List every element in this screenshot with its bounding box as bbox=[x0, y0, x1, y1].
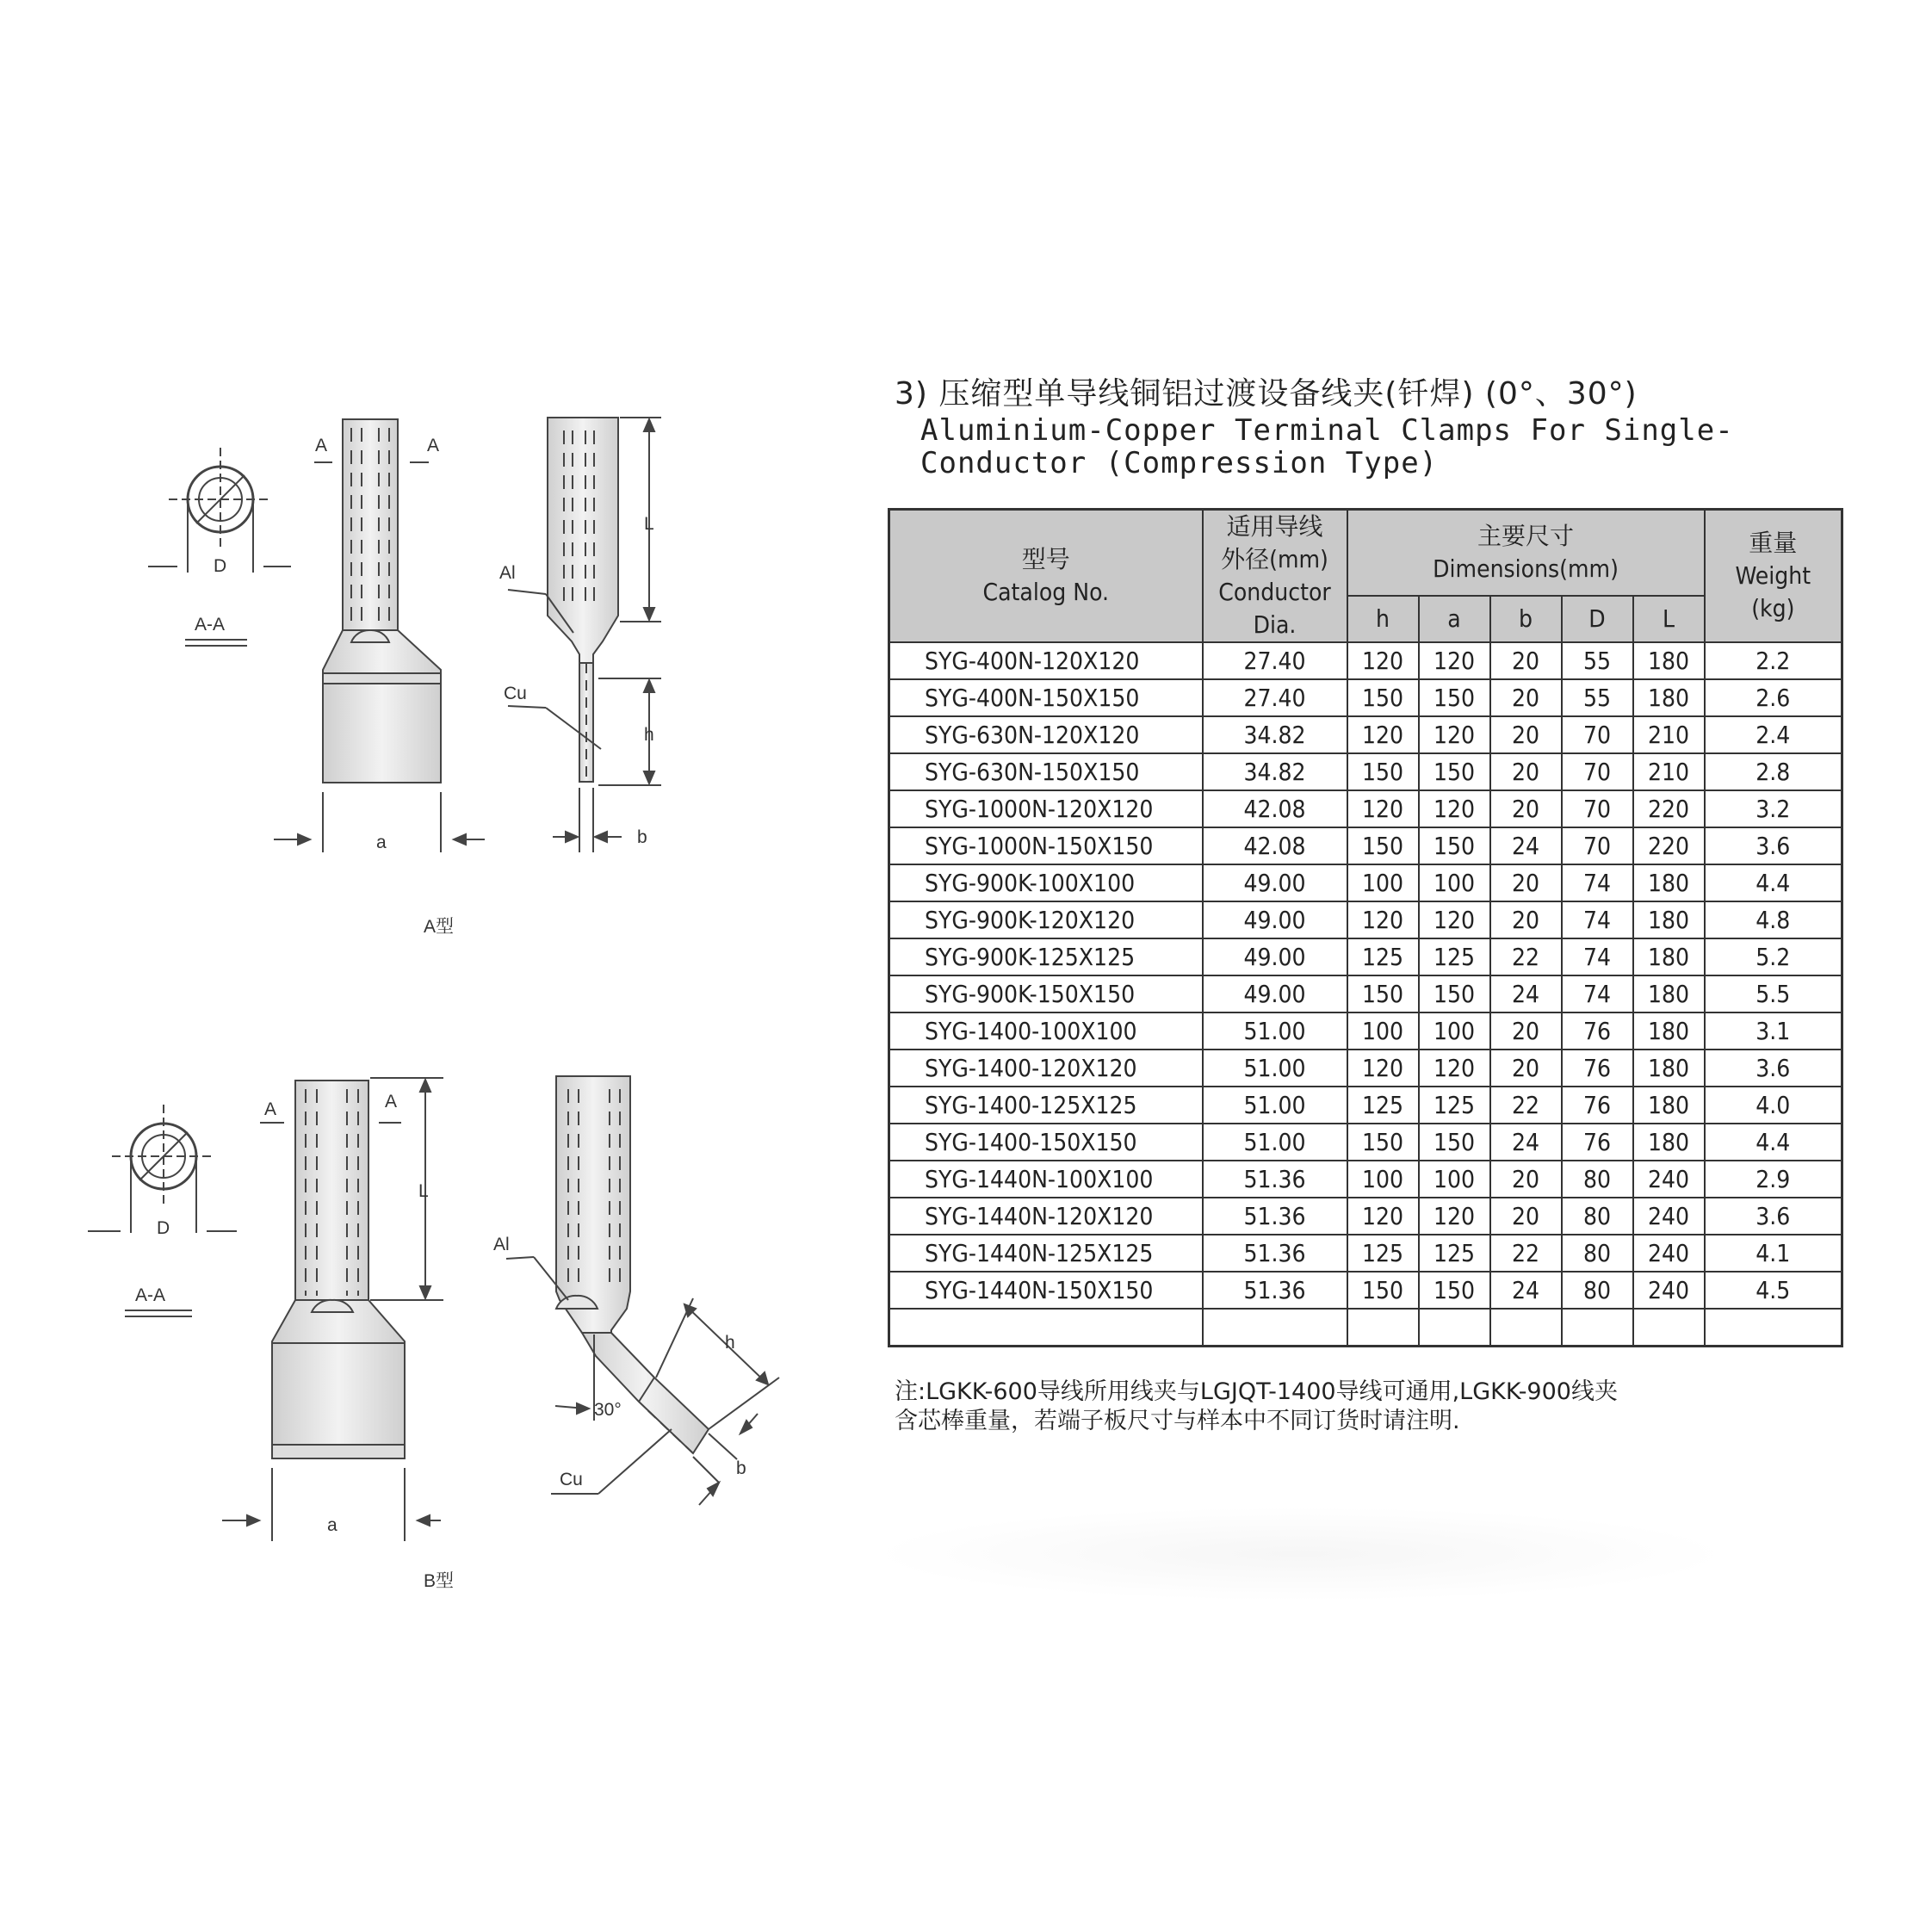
table-row bbox=[889, 642, 1842, 679]
table-cell: 42.08 bbox=[1203, 827, 1347, 864]
table-cell: 180 bbox=[1633, 938, 1705, 975]
footnote-line-2: 含芯棒重量，若端子板尺寸与样本中不同订货时请注明. bbox=[895, 1408, 1460, 1434]
table-cell: 51.36 bbox=[1203, 1235, 1347, 1272]
table-cell: 180 bbox=[1633, 679, 1705, 716]
heading-english-line-1: Aluminium-Copper Terminal Clamps For Single- bbox=[920, 413, 1734, 448]
type-b-diameter-label: D bbox=[157, 1218, 170, 1238]
table-cell: 76 bbox=[1562, 1050, 1633, 1087]
table-cell: 100 bbox=[1419, 864, 1490, 901]
type-b-section-mark-left: A bbox=[264, 1099, 277, 1119]
table-cell: 120 bbox=[1347, 1198, 1419, 1235]
table-cell: 5.5 bbox=[1705, 975, 1842, 1012]
table-cell: 240 bbox=[1633, 1161, 1705, 1198]
table-cell: 74 bbox=[1562, 975, 1633, 1012]
table-cell: 51.00 bbox=[1203, 1124, 1347, 1161]
table-cell: 220 bbox=[1633, 827, 1705, 864]
table-cell: 150 bbox=[1419, 827, 1490, 864]
table-cell: 100 bbox=[1419, 1161, 1490, 1198]
table-cell: 2.8 bbox=[1705, 753, 1842, 790]
table-cell: SYG-1400-120X120 bbox=[889, 1050, 1203, 1087]
table-cell: SYG-900K-150X150 bbox=[889, 975, 1203, 1012]
table-cell: 55 bbox=[1562, 642, 1633, 679]
type-b-aluminium-label: Al bbox=[493, 1235, 510, 1254]
table-cell: 120 bbox=[1347, 716, 1419, 753]
footnote bbox=[895, 1378, 1618, 1436]
heading-chinese: 3) 压缩型单导线铜铝过渡设备线夹(钎焊) (0°、30°) bbox=[895, 376, 1638, 412]
table-cell: 240 bbox=[1633, 1198, 1705, 1235]
table-cell: 51.36 bbox=[1203, 1272, 1347, 1309]
table-cell: 180 bbox=[1633, 1087, 1705, 1124]
table-cell: 150 bbox=[1419, 753, 1490, 790]
header-h: h bbox=[1347, 596, 1419, 642]
table-cell: 34.82 bbox=[1203, 716, 1347, 753]
table-cell: 49.00 bbox=[1203, 864, 1347, 901]
table-cell: 210 bbox=[1633, 716, 1705, 753]
table-cell bbox=[1705, 1309, 1842, 1347]
table-cell: 3.6 bbox=[1705, 827, 1842, 864]
type-a-caption: A型 bbox=[424, 917, 455, 937]
table-cell: 120 bbox=[1419, 1198, 1490, 1235]
heading-english-line-2: Conductor (Compression Type) bbox=[920, 446, 1439, 480]
type-b-front-view bbox=[222, 1078, 443, 1541]
table-cell: 4.8 bbox=[1705, 901, 1842, 938]
type-a-section-mark-left: A bbox=[315, 436, 328, 455]
table-cell bbox=[1203, 1309, 1347, 1347]
table-cell: 20 bbox=[1490, 901, 1562, 938]
table-cell: 51.36 bbox=[1203, 1161, 1347, 1198]
table-row bbox=[889, 1309, 1842, 1347]
table-cell: SYG-1000N-150X150 bbox=[889, 827, 1203, 864]
table-cell: 150 bbox=[1419, 1272, 1490, 1309]
table-cell: 74 bbox=[1562, 901, 1633, 938]
table-cell: 180 bbox=[1633, 642, 1705, 679]
type-a-length-label: L bbox=[644, 514, 654, 534]
table-cell: 22 bbox=[1490, 1235, 1562, 1272]
table-cell: 76 bbox=[1562, 1124, 1633, 1161]
table-cell: 51.00 bbox=[1203, 1087, 1347, 1124]
table-row bbox=[889, 938, 1842, 975]
table-cell: 49.00 bbox=[1203, 901, 1347, 938]
table-cell: 4.4 bbox=[1705, 864, 1842, 901]
table-cell: 150 bbox=[1347, 679, 1419, 716]
table-row bbox=[889, 1235, 1842, 1272]
type-b-copper-label: Cu bbox=[560, 1470, 583, 1489]
table-cell: 20 bbox=[1490, 1198, 1562, 1235]
table-row bbox=[889, 753, 1842, 790]
table-cell: 100 bbox=[1347, 1161, 1419, 1198]
table-cell: SYG-900K-100X100 bbox=[889, 864, 1203, 901]
type-a-width-b-label: b bbox=[637, 827, 647, 847]
table-cell: 150 bbox=[1419, 1124, 1490, 1161]
clamp-drawings bbox=[0, 0, 861, 1636]
table-cell: 74 bbox=[1562, 864, 1633, 901]
table-cell: 4.0 bbox=[1705, 1087, 1842, 1124]
table-cell: 49.00 bbox=[1203, 938, 1347, 975]
table-cell: 125 bbox=[1347, 1235, 1419, 1272]
table-cell: 240 bbox=[1633, 1272, 1705, 1309]
table-cell: 125 bbox=[1419, 1087, 1490, 1124]
header-dimensions: 主要尺寸 Dimensions(mm) bbox=[1347, 510, 1705, 597]
table-cell: 120 bbox=[1347, 642, 1419, 679]
spec-table-body bbox=[889, 642, 1842, 1347]
table-cell: 125 bbox=[1419, 938, 1490, 975]
type-a-diameter-label: D bbox=[214, 556, 227, 576]
table-cell: 74 bbox=[1562, 938, 1633, 975]
table-cell: 34.82 bbox=[1203, 753, 1347, 790]
table-cell: 20 bbox=[1490, 790, 1562, 827]
table-cell: 120 bbox=[1419, 1050, 1490, 1087]
table-cell: 42.08 bbox=[1203, 790, 1347, 827]
table-row bbox=[889, 1272, 1842, 1309]
table-cell: 150 bbox=[1347, 975, 1419, 1012]
header-b: b bbox=[1490, 596, 1562, 642]
type-b-width-a-label: a bbox=[327, 1515, 337, 1535]
table-cell: 80 bbox=[1562, 1235, 1633, 1272]
table-cell: 2.2 bbox=[1705, 642, 1842, 679]
table-cell: 24 bbox=[1490, 1272, 1562, 1309]
type-b-section-mark-right: A bbox=[385, 1092, 398, 1112]
table-cell: 70 bbox=[1562, 753, 1633, 790]
table-cell: 4.5 bbox=[1705, 1272, 1842, 1309]
table-cell: 20 bbox=[1490, 864, 1562, 901]
type-a-section-mark-right: A bbox=[427, 436, 440, 455]
type-a-front-view bbox=[274, 419, 485, 852]
table-cell: 80 bbox=[1562, 1161, 1633, 1198]
table-cell: SYG-400N-120X120 bbox=[889, 642, 1203, 679]
type-a-section-title: A-A bbox=[195, 615, 226, 635]
table-cell: 20 bbox=[1490, 642, 1562, 679]
table-cell: 210 bbox=[1633, 753, 1705, 790]
type-b-caption: B型 bbox=[424, 1571, 455, 1591]
table-row bbox=[889, 790, 1842, 827]
table-cell: 180 bbox=[1633, 864, 1705, 901]
table-cell: 120 bbox=[1347, 901, 1419, 938]
table-cell: 120 bbox=[1419, 716, 1490, 753]
table-cell: 120 bbox=[1419, 642, 1490, 679]
table-row bbox=[889, 716, 1842, 753]
table-cell: 70 bbox=[1562, 790, 1633, 827]
table-cell: 3.1 bbox=[1705, 1012, 1842, 1050]
table-cell: 2.4 bbox=[1705, 716, 1842, 753]
table-cell: 24 bbox=[1490, 827, 1562, 864]
type-a-side-view bbox=[508, 418, 661, 852]
table-cell: SYG-1440N-125X125 bbox=[889, 1235, 1203, 1272]
table-row bbox=[889, 827, 1842, 864]
table-cell: 3.2 bbox=[1705, 790, 1842, 827]
table-cell: 120 bbox=[1419, 901, 1490, 938]
table-cell: SYG-1400-125X125 bbox=[889, 1087, 1203, 1124]
table-cell: 125 bbox=[1347, 938, 1419, 975]
table-cell: 180 bbox=[1633, 1012, 1705, 1050]
spec-table bbox=[888, 508, 1843, 1347]
table-cell: 150 bbox=[1347, 827, 1419, 864]
table-cell: SYG-400N-150X150 bbox=[889, 679, 1203, 716]
table-cell: 20 bbox=[1490, 1050, 1562, 1087]
table-cell: 100 bbox=[1347, 864, 1419, 901]
table-cell bbox=[1633, 1309, 1705, 1347]
table-cell: 2.6 bbox=[1705, 679, 1842, 716]
table-cell: 220 bbox=[1633, 790, 1705, 827]
table-cell: 70 bbox=[1562, 827, 1633, 864]
table-cell: SYG-630N-120X120 bbox=[889, 716, 1203, 753]
type-a-height-label: h bbox=[644, 725, 654, 745]
table-row bbox=[889, 1050, 1842, 1087]
type-b-width-b-label: b bbox=[736, 1458, 746, 1478]
table-cell bbox=[1490, 1309, 1562, 1347]
table-cell: 150 bbox=[1419, 679, 1490, 716]
table-cell: SYG-900K-125X125 bbox=[889, 938, 1203, 975]
table-cell: 80 bbox=[1562, 1198, 1633, 1235]
table-row bbox=[889, 1161, 1842, 1198]
table-cell: 4.4 bbox=[1705, 1124, 1842, 1161]
table-cell: 49.00 bbox=[1203, 975, 1347, 1012]
type-b-side-view bbox=[506, 1076, 779, 1505]
table-cell bbox=[1419, 1309, 1490, 1347]
table-cell: 125 bbox=[1347, 1087, 1419, 1124]
header-l: L bbox=[1633, 596, 1705, 642]
table-cell: SYG-1440N-120X120 bbox=[889, 1198, 1203, 1235]
table-cell: SYG-630N-150X150 bbox=[889, 753, 1203, 790]
table-cell: 22 bbox=[1490, 938, 1562, 975]
table-cell: 100 bbox=[1347, 1012, 1419, 1050]
table-cell: 120 bbox=[1347, 790, 1419, 827]
table-row bbox=[889, 864, 1842, 901]
type-a-width-a-label: a bbox=[376, 833, 387, 852]
table-cell: 20 bbox=[1490, 753, 1562, 790]
type-b-angle-label: 30° bbox=[594, 1400, 622, 1420]
table-cell: 5.2 bbox=[1705, 938, 1842, 975]
table-row bbox=[889, 1087, 1842, 1124]
table-cell: 2.9 bbox=[1705, 1161, 1842, 1198]
table-cell: 22 bbox=[1490, 1087, 1562, 1124]
type-b-section-title: A-A bbox=[135, 1285, 166, 1305]
table-cell: 100 bbox=[1419, 1012, 1490, 1050]
table-cell: 150 bbox=[1347, 753, 1419, 790]
table-row bbox=[889, 975, 1842, 1012]
table-cell: 3.6 bbox=[1705, 1198, 1842, 1235]
table-cell: 150 bbox=[1419, 975, 1490, 1012]
table-cell: SYG-1400-100X100 bbox=[889, 1012, 1203, 1050]
table-cell: 80 bbox=[1562, 1272, 1633, 1309]
type-b-height-label: h bbox=[725, 1333, 735, 1353]
table-cell: 120 bbox=[1347, 1050, 1419, 1087]
table-cell: 20 bbox=[1490, 716, 1562, 753]
table-cell: 4.1 bbox=[1705, 1235, 1842, 1272]
table-cell bbox=[1347, 1309, 1419, 1347]
table-cell: 240 bbox=[1633, 1235, 1705, 1272]
footnote-line-1: 注:LGKK-600导线所用线夹与LGJQT-1400导线可通用,LGKK-900线夹 bbox=[895, 1378, 1618, 1405]
table-cell: 180 bbox=[1633, 975, 1705, 1012]
table-cell: 76 bbox=[1562, 1012, 1633, 1050]
table-cell: SYG-1440N-100X100 bbox=[889, 1161, 1203, 1198]
table-cell: SYG-900K-120X120 bbox=[889, 901, 1203, 938]
table-cell: 125 bbox=[1419, 1235, 1490, 1272]
table-cell: 24 bbox=[1490, 1124, 1562, 1161]
table-cell: 76 bbox=[1562, 1087, 1633, 1124]
table-cell bbox=[1562, 1309, 1633, 1347]
product-heading bbox=[895, 375, 1910, 480]
header-a: a bbox=[1419, 596, 1490, 642]
type-a-aluminium-label: Al bbox=[499, 563, 516, 583]
table-cell: 51.00 bbox=[1203, 1050, 1347, 1087]
table-cell: 120 bbox=[1419, 790, 1490, 827]
header-d: D bbox=[1562, 596, 1633, 642]
table-row bbox=[889, 901, 1842, 938]
type-b-length-label: L bbox=[418, 1181, 429, 1201]
table-cell: 150 bbox=[1347, 1272, 1419, 1309]
table-row bbox=[889, 1012, 1842, 1050]
table-cell: 3.6 bbox=[1705, 1050, 1842, 1087]
background-smudge bbox=[870, 1507, 1731, 1601]
table-cell: 150 bbox=[1347, 1124, 1419, 1161]
table-cell: 20 bbox=[1490, 1012, 1562, 1050]
table-row bbox=[889, 1124, 1842, 1161]
table-cell: 70 bbox=[1562, 716, 1633, 753]
table-cell: 180 bbox=[1633, 1124, 1705, 1161]
table-cell: 27.40 bbox=[1203, 642, 1347, 679]
table-row bbox=[889, 679, 1842, 716]
table-cell: SYG-1440N-150X150 bbox=[889, 1272, 1203, 1309]
table-cell: SYG-1400-150X150 bbox=[889, 1124, 1203, 1161]
table-cell: 20 bbox=[1490, 1161, 1562, 1198]
table-cell: 180 bbox=[1633, 901, 1705, 938]
table-cell: 51.00 bbox=[1203, 1012, 1347, 1050]
table-cell: 51.36 bbox=[1203, 1198, 1347, 1235]
table-cell bbox=[889, 1309, 1203, 1347]
header-weight: 重量 Weight (kg) bbox=[1705, 510, 1842, 643]
table-cell: 180 bbox=[1633, 1050, 1705, 1087]
table-cell: 55 bbox=[1562, 679, 1633, 716]
table-cell: 20 bbox=[1490, 679, 1562, 716]
type-a-copper-label: Cu bbox=[504, 684, 527, 703]
table-cell: 24 bbox=[1490, 975, 1562, 1012]
header-conductor-dia: 适用导线 外径(mm) Conductor Dia. bbox=[1203, 510, 1347, 643]
table-row bbox=[889, 1198, 1842, 1235]
table-cell: SYG-1000N-120X120 bbox=[889, 790, 1203, 827]
header-catalog: 型号 Catalog No. bbox=[889, 510, 1203, 643]
table-cell: 27.40 bbox=[1203, 679, 1347, 716]
